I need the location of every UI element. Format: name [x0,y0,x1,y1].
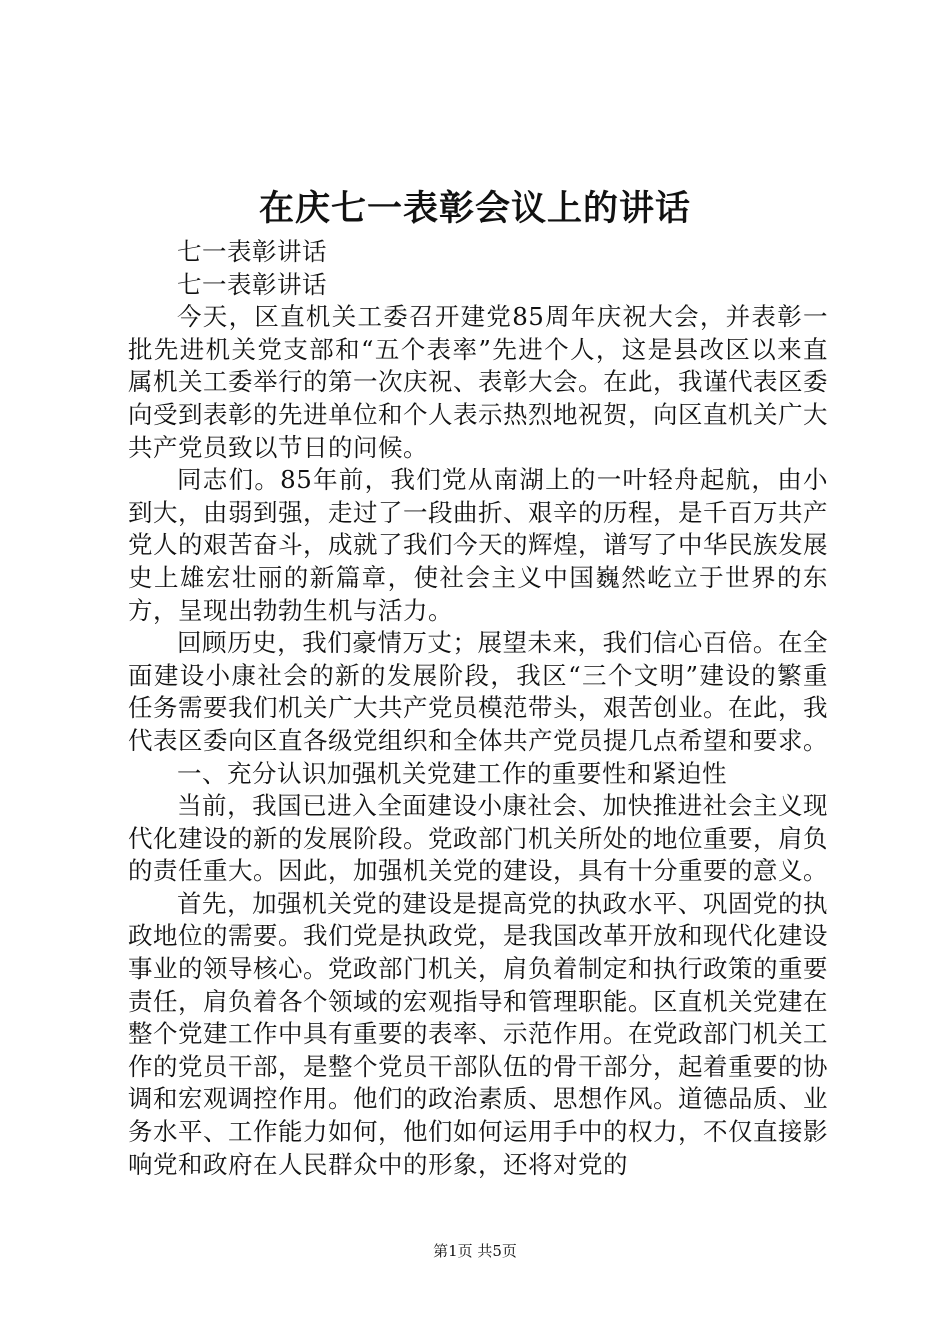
paragraph: 回顾历史，我们豪情万丈；展望未来，我们信心百倍。在全面建设小康社会的新的发展阶段，我区“三个文明”建设的繁重任务需要我们机关广大共产党员模范带头，艰苦创业。在此，我代表区委向区直各级党组织和全体共产党员提几点希望和要求。 [128,628,828,755]
paragraph: 同志们。85年前，我们党从南湖上的一叶轻舟起航，由小到大，由弱到强，走过了一段曲折、艰辛的历程，是千百万共产党人的艰苦奋斗，成就了我们今天的辉煌，谱写了中华民族发展史上雄宏壮丽的新篇章，使社会主义中国巍然屹立于世界的东方，呈现出勃勃生机与活力。 [128,465,828,625]
paragraph: 七一表彰讲话 [177,269,327,299]
document-body [128,236,828,1181]
paragraph: 今天，区直机关工委召开建党85周年庆祝大会，并表彰一批先进机关党支部和“五个表率”先进个人，这是县改区以来直属机关工委举行的第一次庆祝、表彰大会。在此，我谨代表区委向受到表彰的先进单位和个人表示热烈地祝贺，向区直机关广大共产党员致以节日的问候。 [128,302,828,462]
paragraph: 七一表彰讲话 [177,237,327,266]
section-heading: 一、充分认识加强机关党建工作的重要性和紧迫性 [177,758,727,788]
page-number-footer: 第1页 共5页 [433,1242,517,1260]
document-title: 在庆七一表彰会议上的讲话 [258,188,691,229]
paragraph: 当前，我国已进入全面建设小康社会、加快推进社会主义现代化建设的新的发展阶段。党政部门机关所处的地位重要，肩负的责任重大。因此，加强机关党的建设，具有十分重要的意义。 [128,791,828,886]
paragraph: 首先，加强机关党的建设是提高党的执政水平、巩固党的执政地位的需要。我们党是执政党，是我国改革开放和现代化建设事业的领导核心。党政部门机关，肩负着制定和执行政策的重要责任，肩负着各个领域的宏观指导和管理职能。区直机关党建在整个党建工作中具有重要的表率、示范作用。在党政部门机关工作的党员干部，是整个党员干部队伍的骨干部分，起着重要的协调和宏观调控作用。他们的政治素质、思想作风。道德品质、业务水平、工作能力如何，他们如何运用手中的权力，不仅直接影响党和政府在人民群众中的形象，还将对党的 [128,888,828,1179]
